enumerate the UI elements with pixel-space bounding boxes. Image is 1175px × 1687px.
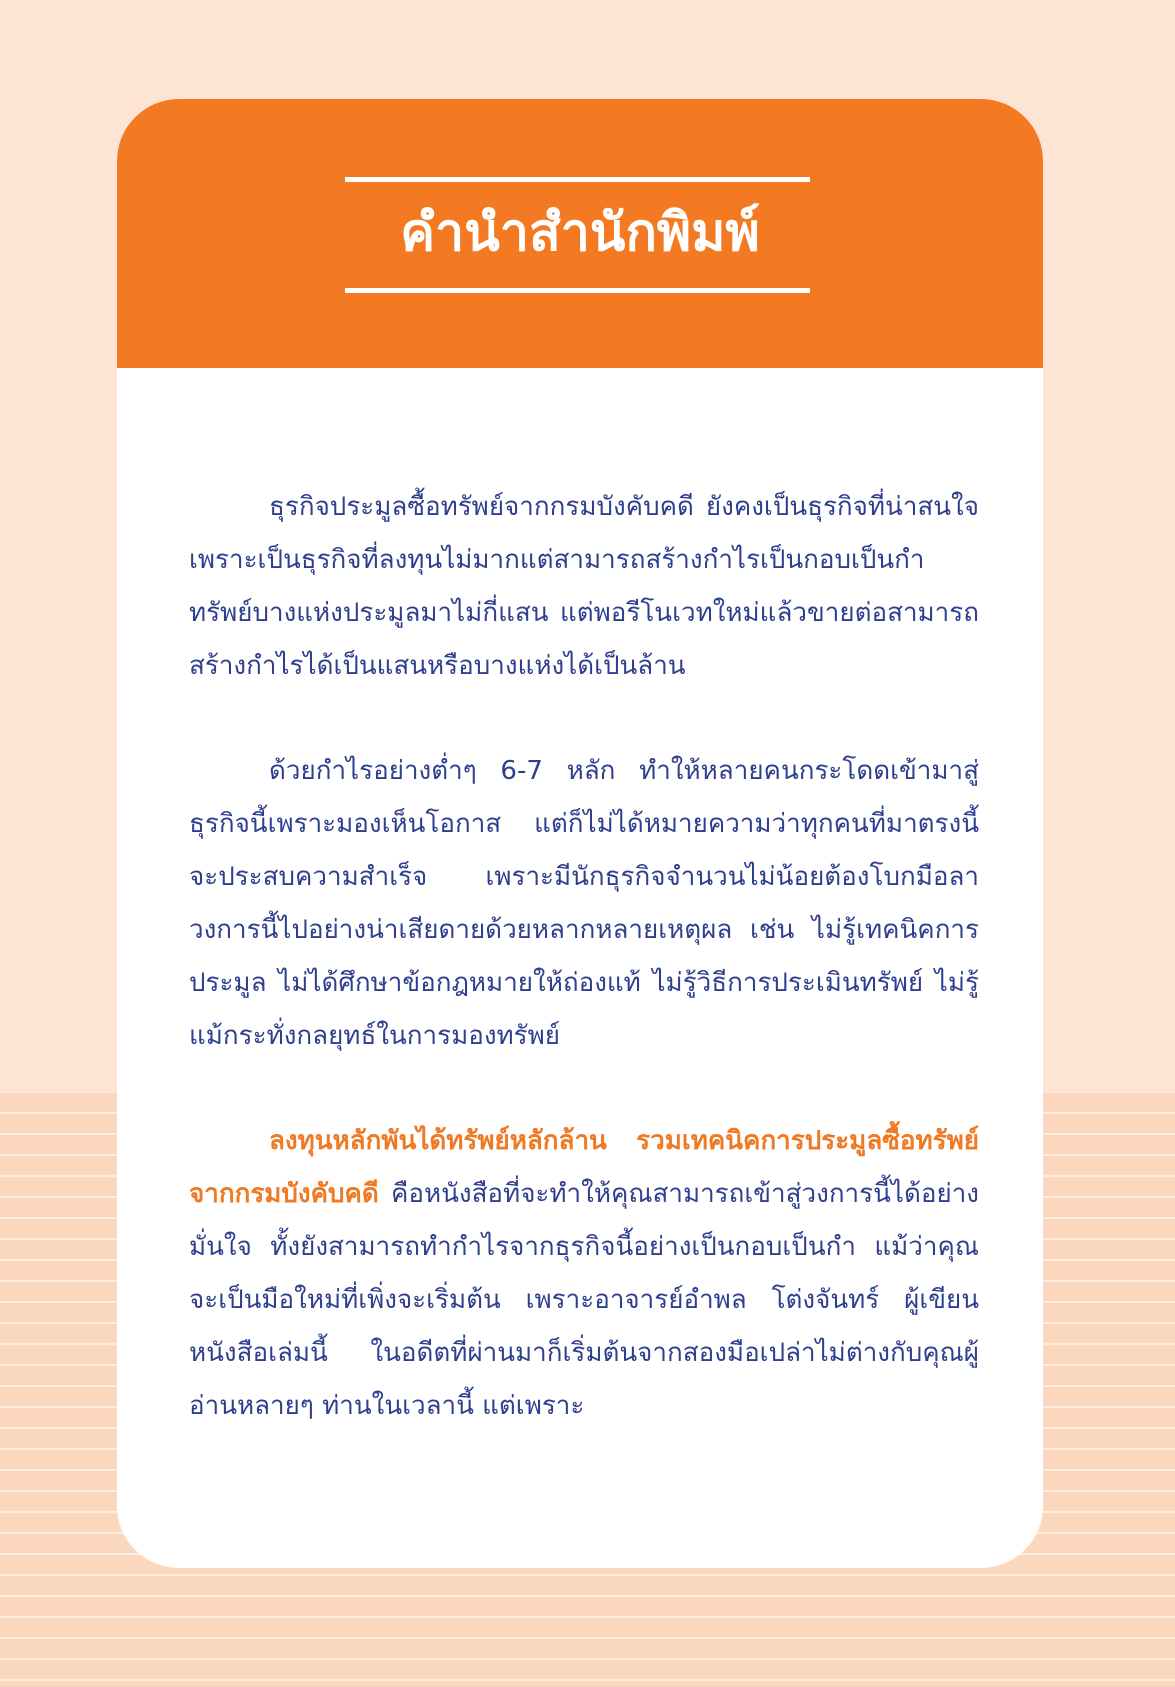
title-banner [117, 99, 1043, 368]
page-title: คำนำสำนักพิมพ์ [400, 203, 760, 263]
paragraph-2: ด้วยกำไรอย่างต่ำๆ 6-7 หลัก ทำให้หลายคนกระโดดเข้ามาสู่ธุรกิจนี้เพราะมองเห็นโอกาส แต่ก็ไม่ได้หมายความว่าทุกคนที่มาตรงนี้จะประสบความสำเร็จ เพราะมีนักธุรกิจจำนวนไม่น้อยต้องโบกมือลาวงการนี้ไปอย่างน่าเสียดายด้วยหลากหลายเหตุผล เช่น ไม่รู้เทคนิคการประมูล ไม่ได้ศึกษาข้อกฎหมายให้ถ่องแท้ ไม่รู้วิธีการประเมินทรัพย์ ไม่รู้แม้กระทั่งกลยุทธ์ในการมองทรัพย์ [189, 756, 979, 1051]
paragraph-3-text: คือหนังสือที่จะทำให้คุณสามารถเข้าสู่วงการนี้ได้อย่างมั่นใจ ทั้งยังสามารถทำกำไรจากธุรกิจนี้อย่างเป็นกอบเป็นกำ แม้ว่าคุณจะเป็นมือใหม่ที่เพิ่งจะเริ่มต้น เพราะอาจารย์อำพล โต่งจันทร์ ผู้เขียนหนังสือเล่มนี้ ในอดีตที่ผ่านมาก็เริ่มต้นจากสองมือเปล่าไม่ต่างกับคุณผู้อ่านหลายๆ ท่านในเวลานี้ แต่เพราะ [189, 1179, 979, 1421]
foreword-card [117, 99, 1043, 1568]
paragraph-1: ธุรกิจประมูลซื้อทรัพย์จากกรมบังคับคดี ยังคงเป็นธุรกิจที่น่าสนใจ เพราะเป็นธุรกิจที่ลงทุนไม่มากแต่สามารถสร้างกำไรเป็นกอบเป็นกำ ทรัพย์บางแห่งประมูลมาไม่กี่แสน แต่พอรีโนเวทใหม่แล้วขายต่อสามารถสร้างกำไรได้เป็นแสนหรือบางแห่งได้เป็นล้าน [189, 492, 979, 681]
title-rule-top [345, 177, 810, 182]
paragraph-3 [189, 1115, 979, 1433]
book-title-highlight: ลงทุนหลักพันได้ทรัพย์หลักล้าน รวมเทคนิคการประมูลซื้อทรัพย์จากกรมบังคับคดี [189, 1126, 979, 1209]
title-rule-bottom [345, 288, 810, 293]
foreword-body [189, 481, 979, 1485]
